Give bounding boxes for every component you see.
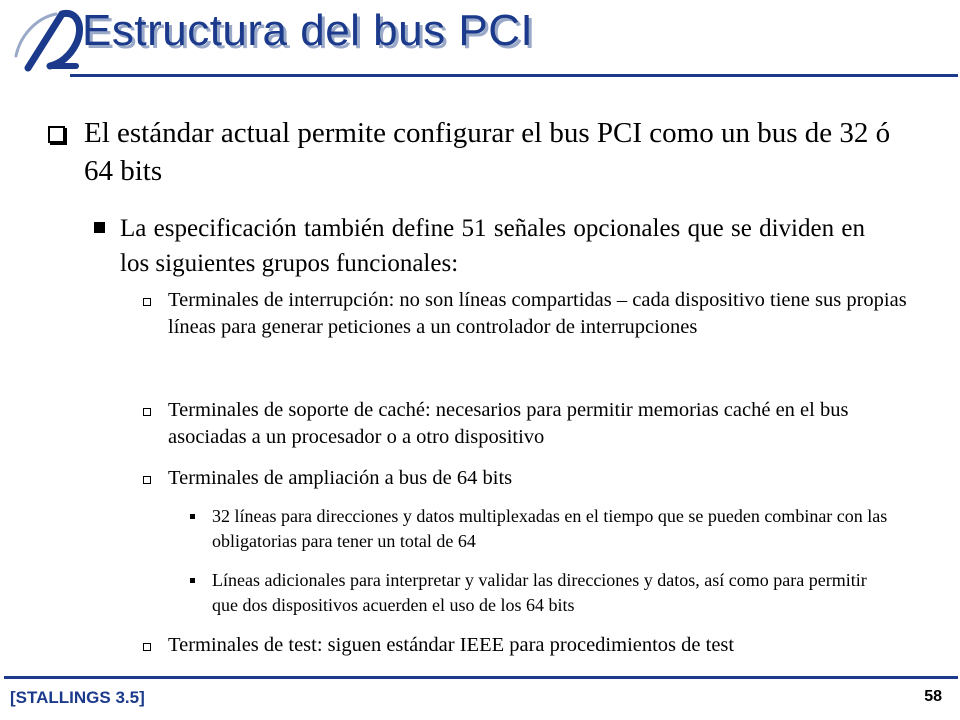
bullet-level4-item: 32 líneas para direcciones y datos multiplexadas en el tiempo que se pueden combinar con las obligatorias para tener un total de 64 <box>212 506 888 551</box>
stylized-q-logo-icon <box>6 6 84 74</box>
small-square-bullet-icon <box>143 298 151 306</box>
bullet-level2: La especificación también define 51 señales opcionales que se dividen en los siguientes grupos funcionales: <box>120 215 865 277</box>
tiny-square-bullet-icon <box>190 578 195 583</box>
reference-citation: [STALLINGS 3.5] <box>10 688 145 707</box>
bullet-level3-item: Terminales de ampliación a bus de 64 bits <box>168 467 513 489</box>
page-number: 58 <box>924 688 942 705</box>
filled-square-bullet-icon <box>94 222 105 233</box>
small-square-bullet-icon <box>143 643 151 651</box>
bullet-level3-item: Terminales de soporte de caché: necesarios para permitir memorias caché en el bus asociadas a un procesador o a otro dispositivo <box>168 399 849 448</box>
bullet-level3-item: Terminales de test: siguen estándar IEEE para procedimientos de test <box>168 634 735 656</box>
bullet-level3-item: Terminales de interrupción: no son líneas compartidas – cada dispositivo tiene sus propias líneas para generar peticiones a un controlador de interrupciones <box>168 289 907 338</box>
footer-divider <box>4 676 958 679</box>
page-title: Estructura del bus PCI <box>82 6 534 55</box>
tiny-square-bullet-icon <box>190 514 195 519</box>
bullet-level1: El estándar actual permite configurar el bus PCI como un bus de 32 ó 64 bits <box>84 117 891 187</box>
title-divider <box>70 74 958 77</box>
bullet-level4-item: Líneas adicionales para interpretar y validar las direcciones y datos, así como para permitir que dos dispositivos acuerden el uso de los 64 bits <box>212 570 867 615</box>
hollow-square-bullet-icon <box>48 126 65 143</box>
small-square-bullet-icon <box>143 476 151 484</box>
small-square-bullet-icon <box>143 408 151 416</box>
